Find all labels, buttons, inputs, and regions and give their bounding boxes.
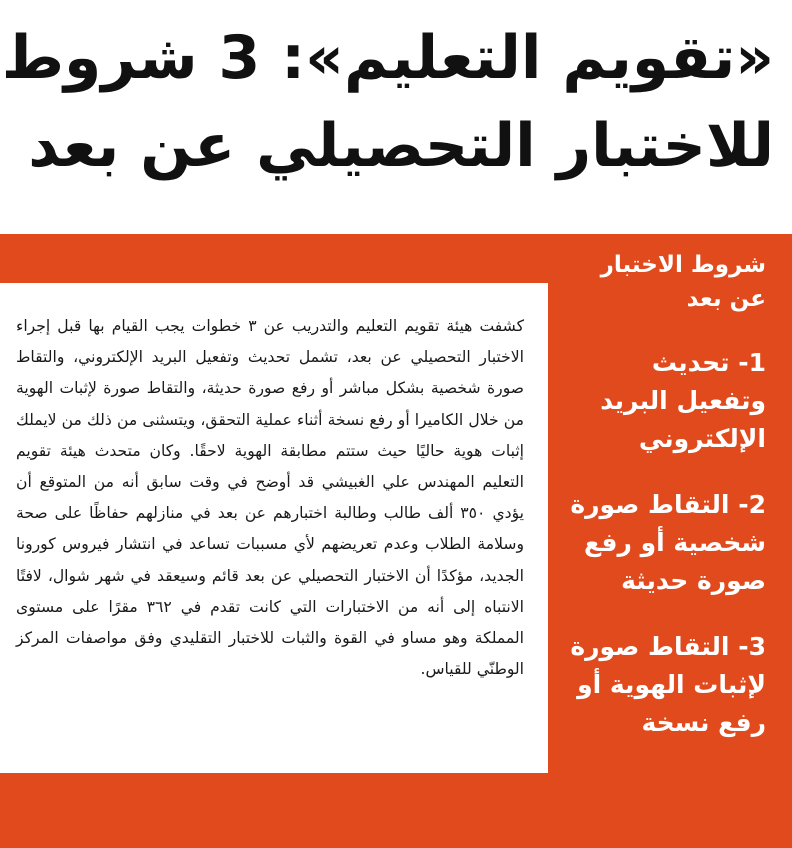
headline-line-2: للاختبار التحصيلي عن بعد: [28, 111, 774, 181]
sidebar-heading: شروط الاختبار عن بعد: [600, 252, 766, 312]
condition-item-3: 3- التقاط صورة لإثبات الهوية أو رفع نسخة: [570, 632, 766, 737]
condition-item-2: 2- التقاط صورة شخصية أو رفع صورة حديثة: [570, 490, 766, 595]
condition-item-1: 1- تحديث وتفعيل البريد الإلكتروني: [600, 348, 766, 453]
headline: [1, 14, 774, 190]
article-body: كشفت هيئة تقويم التعليم والتدريب عن ٣ خطوات يجب القيام بها قبل إجراء الاختبار التحصيلي عن بعد، تشمل تحديث وتفعيل البريد الإلكتروني، والتقاط صورة شخصية بشكل مباشر أو رفع صورة حديثة، والتقاط صورة لإثبات الهوية من خلال الكاميرا أو رفع نسخة أثناء عملية التحقق، ويتسثنى من ذلك من لايملك إثبات هوية حاليًا حيث ستتم مطابقة الهوية لاحقًا. وكان متحدث هيئة تقويم التعليم المهندس علي الغبيشي قد أوضح في وقت سابق أنه من المتوقع أن يؤدي ٣٥٠ ألف طالب وطالبة اختبارهم عن بعد في منازلهم حفاظًا على صحة وسلامة الطلاب وعدم تعريضهم لأي مسببات تساعد في انتشار فيروس كورونا الجديد، مؤكدًا أن الاختبار التحصيلي عن بعد قائم وسيعقد في شهر شوال، لافتًا الانتباه إلى أنه من الاختبارات التي كانت تقدم في ٣٦٢ مقرًا على مستوى المملكة وهو مساو في القوة والثبات للاختبار التقليدي وفق مواصفات المركز الوطنّي للقياس.: [16, 317, 524, 679]
headline-line-1: «تقويم التعليم»: 3 شروط: [1, 23, 774, 93]
article-box: [0, 283, 548, 773]
conditions-sidebar: [566, 248, 766, 770]
